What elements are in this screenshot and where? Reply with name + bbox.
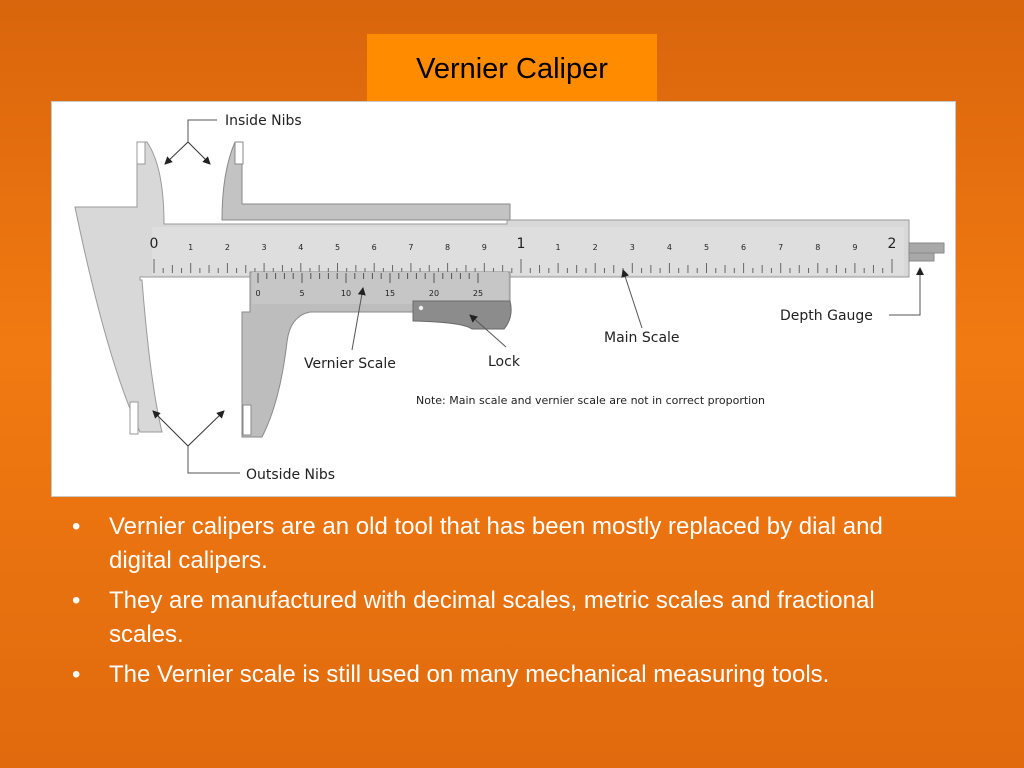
main-scale-number: 5 <box>703 243 710 252</box>
main-scale-number: 8 <box>815 243 821 252</box>
sliding-upper-jaw <box>222 142 510 220</box>
vernier-scale-number: 0 <box>255 289 261 298</box>
depth-gauge-tip <box>909 253 934 261</box>
lock-label: Lock <box>488 354 520 370</box>
bullet-list <box>72 510 912 698</box>
vernier-scale-number: 20 <box>428 289 440 298</box>
bullet-text: Vernier calipers are an old tool that has been mostly replaced by dial and digital calipers. <box>109 513 883 574</box>
main-scale-leader <box>623 270 642 328</box>
bullet-text: The Vernier scale is still used on many mechanical measuring tools. <box>109 661 830 688</box>
inside-nibs-leader <box>188 120 217 142</box>
depth-gauge-label: Depth Gauge <box>780 308 873 324</box>
inside-nibs-label: Inside Nibs <box>225 113 302 129</box>
vernier-scale-number: 25 <box>472 289 484 298</box>
main-scale-number: 6 <box>371 243 377 252</box>
vernier-scale-number: 5 <box>299 289 305 298</box>
sliding-jaw-notch-bottom <box>243 405 251 435</box>
inside-nibs-arrow-left <box>165 142 188 164</box>
main-scale-number: 2 <box>224 243 230 252</box>
title-box <box>367 34 657 104</box>
main-scale-number: 4 <box>666 243 672 252</box>
inside-nibs-arrow-right <box>188 142 210 164</box>
proportion-note: Note: Main scale and vernier scale are not in correct proportion <box>416 394 765 407</box>
main-scale-number: 2 <box>887 236 897 252</box>
vernier-scale-number: 15 <box>384 289 396 298</box>
fixed-jaw-notch-bottom <box>130 402 138 434</box>
bullet-marker: • <box>72 587 81 614</box>
caliper-diagram <box>51 101 956 497</box>
main-scale-number: 4 <box>298 243 304 252</box>
main-scale-number: 7 <box>408 243 414 252</box>
bullet-item <box>72 658 912 692</box>
main-scale-number: 9 <box>852 243 858 252</box>
vernier-scale-number: 10 <box>340 289 352 298</box>
outside-nibs-leader <box>188 446 240 473</box>
vernier-scale-label: Vernier Scale <box>304 356 396 372</box>
bullet-marker: • <box>72 661 81 688</box>
main-scale-number: 6 <box>741 243 747 252</box>
main-scale-label: Main Scale <box>604 330 680 346</box>
main-scale-number: 3 <box>629 243 635 252</box>
bullet-item <box>72 584 912 652</box>
main-scale-number: 2 <box>592 243 598 252</box>
main-scale-number: 8 <box>445 243 451 252</box>
main-scale-number: 1 <box>188 243 194 252</box>
outside-nibs-arrow-right <box>188 411 224 446</box>
caliper-svg <box>52 102 957 498</box>
slide-title: Vernier Caliper <box>416 52 608 85</box>
fixed-jaw-notch-top <box>137 142 145 164</box>
outside-nibs-label: Outside Nibs <box>246 467 336 483</box>
main-scale-number: 9 <box>481 243 487 252</box>
depth-gauge-rod <box>909 243 944 253</box>
sliding-jaw-notch-top <box>235 142 243 164</box>
main-scale-number: 3 <box>261 243 267 252</box>
bullet-item <box>72 510 912 578</box>
main-scale-number: 5 <box>334 243 341 252</box>
main-scale-number: 1 <box>516 236 526 252</box>
lock <box>413 301 511 329</box>
bullet-text: They are manufactured with decimal scales, metric scales and fractional scales. <box>109 587 875 648</box>
lock-screw <box>419 306 423 310</box>
bullet-marker: • <box>72 513 81 540</box>
main-scale-number: 7 <box>778 243 784 252</box>
main-scale-number: 0 <box>149 236 159 252</box>
main-scale-number: 1 <box>555 243 561 252</box>
